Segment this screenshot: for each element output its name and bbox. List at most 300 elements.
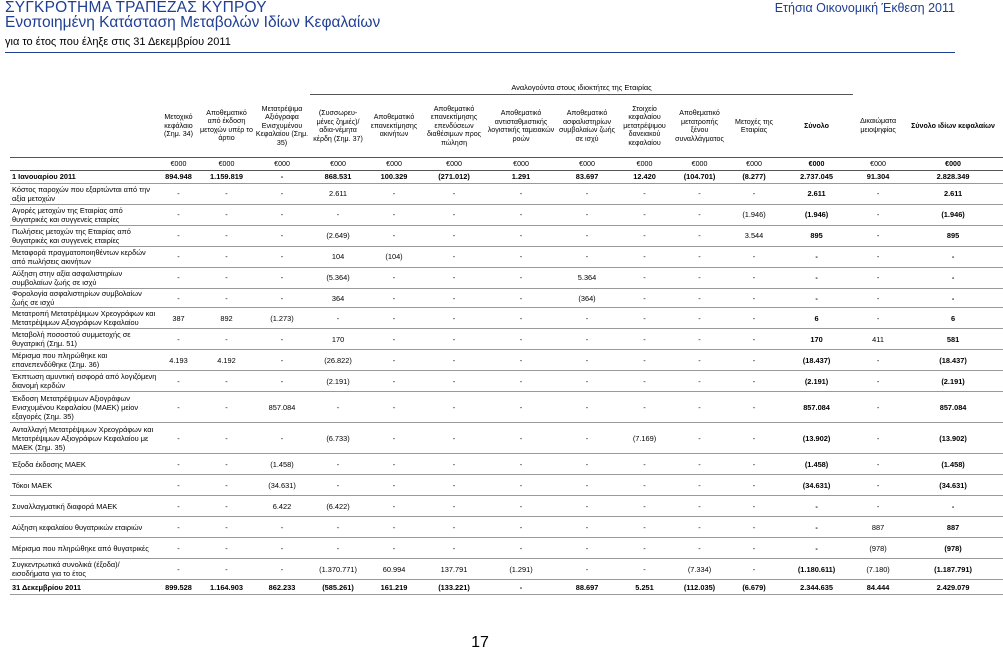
table-row: [10, 496, 1003, 517]
table-cell: 411: [853, 329, 903, 350]
table-cell: -: [556, 247, 618, 268]
table-cell: (6.733): [310, 423, 366, 454]
table-cell: 887: [903, 517, 1003, 538]
table-cell: 2.611: [903, 184, 1003, 205]
column-header: (Συσσωρευ-μένες ζημιές)/αδια-νέμητα κέρδη (Σημ. 37): [310, 95, 366, 158]
table-cell: (34.631): [903, 475, 1003, 496]
table-cell: -: [486, 329, 556, 350]
table-cell: -: [199, 289, 254, 308]
table-cell: -: [671, 496, 728, 517]
table-cell: -: [618, 247, 671, 268]
table-row: [10, 350, 1003, 371]
table-row: [10, 580, 1003, 595]
table-cell: -: [310, 517, 366, 538]
table-cell: -: [618, 205, 671, 226]
table-cell: -: [254, 247, 310, 268]
column-header: Σύνολο: [780, 95, 853, 158]
table-cell: 161.219: [366, 580, 422, 595]
table-cell: (1.370.771): [310, 559, 366, 580]
table-cell: -: [853, 371, 903, 392]
row-label: Συγκεντρωτικά συνολικά (έξοδα)/εισοδήματα για το έτος: [10, 559, 158, 580]
table-cell: -: [254, 350, 310, 371]
table-cell: -: [853, 247, 903, 268]
table-cell: -: [366, 205, 422, 226]
table-cell: 857.084: [903, 392, 1003, 423]
table-cell: -: [254, 329, 310, 350]
table-cell: -: [158, 184, 199, 205]
table-cell: 2.737.045: [780, 171, 853, 184]
table-cell: -: [728, 496, 780, 517]
table-cell: -: [853, 475, 903, 496]
table-cell: 862.233: [254, 580, 310, 595]
table-cell: 4.193: [158, 350, 199, 371]
table-cell: -: [199, 392, 254, 423]
table-cell: -: [556, 205, 618, 226]
header-rule: [5, 52, 955, 53]
table-cell: (6.422): [310, 496, 366, 517]
table-cell: -: [422, 538, 486, 559]
table-cell: -: [618, 308, 671, 329]
table-cell: -: [903, 247, 1003, 268]
table-cell: -: [618, 475, 671, 496]
table-cell: -: [199, 517, 254, 538]
table-cell: (1.946): [903, 205, 1003, 226]
table-cell: -: [366, 392, 422, 423]
table-cell: 887: [853, 517, 903, 538]
table-cell: 104: [310, 247, 366, 268]
table-cell: -: [853, 268, 903, 289]
table-cell: -: [486, 454, 556, 475]
table-cell: -: [618, 496, 671, 517]
table-cell: -: [618, 538, 671, 559]
page-number: 17: [471, 634, 489, 651]
table-cell: 2.611: [310, 184, 366, 205]
row-label: Αγορές μετοχών της Εταιρίας από θυγατρικές και συγγενείς εταιρίες: [10, 205, 158, 226]
table-cell: -: [366, 475, 422, 496]
table-cell: -: [199, 538, 254, 559]
table-cell: -: [158, 475, 199, 496]
table-cell: -: [486, 226, 556, 247]
column-header: Αποθεματικό αντισταθμιστικής λογιστικής ταμειακών ροών: [486, 95, 556, 158]
table-cell: -: [728, 308, 780, 329]
table-cell: -: [158, 559, 199, 580]
column-header: Αποθεματικό από έκδοση μετοχών υπέρ το άρτιο: [199, 95, 254, 158]
table-cell: -: [556, 517, 618, 538]
column-header: Στοιχείο κεφαλαίου μετατρέψιμου δανειακού κεφαλαίου: [618, 95, 671, 158]
table-cell: (1.291): [486, 559, 556, 580]
table-cell: (364): [556, 289, 618, 308]
table-cell: -: [486, 184, 556, 205]
table-cell: -: [199, 475, 254, 496]
table-cell: -: [671, 289, 728, 308]
table-cell: 387: [158, 308, 199, 329]
table-cell: -: [422, 289, 486, 308]
table-cell: 137.791: [422, 559, 486, 580]
table-cell: -: [728, 538, 780, 559]
table-cell: -: [903, 268, 1003, 289]
table-cell: -: [853, 454, 903, 475]
table-cell: 6: [903, 308, 1003, 329]
table-cell: -: [556, 226, 618, 247]
table-cell: -: [422, 350, 486, 371]
table-cell: -: [310, 392, 366, 423]
table-cell: -: [486, 289, 556, 308]
table-cell: -: [422, 423, 486, 454]
table-row: [10, 538, 1003, 559]
table-cell: -: [618, 184, 671, 205]
table-row: [10, 517, 1003, 538]
table-cell: -: [486, 580, 556, 595]
table-cell: -: [853, 392, 903, 423]
table-cell: -: [366, 268, 422, 289]
row-label: Μεταβολή ποσοστού συμμετοχής σε θυγατρική (Σημ. 51): [10, 329, 158, 350]
table-cell: (1.180.611): [780, 559, 853, 580]
table-row: [10, 171, 1003, 184]
company-name: ΣΥΓΚΡΟΤΗΜΑ ΤΡΑΠΕΖΑΣ ΚΥΠΡΟΥ: [5, 0, 267, 16]
table-cell: -: [422, 184, 486, 205]
table-cell: -: [853, 308, 903, 329]
table-cell: -: [486, 350, 556, 371]
table-cell: -: [780, 247, 853, 268]
table-cell: -: [158, 496, 199, 517]
table-cell: (1.187.791): [903, 559, 1003, 580]
table-cell: 364: [310, 289, 366, 308]
table-row: [10, 392, 1003, 423]
table-cell: -: [671, 475, 728, 496]
group-header-spacer: [10, 81, 158, 95]
table-row: [10, 308, 1003, 329]
table-cell: (8.277): [728, 171, 780, 184]
table-cell: -: [366, 308, 422, 329]
table-row: [10, 247, 1003, 268]
table-cell: -: [556, 184, 618, 205]
table-cell: -: [618, 329, 671, 350]
row-label: 1 Ιανουαρίου 2011: [10, 171, 158, 184]
row-label: Έκδοση Μετατρέψιμων Αξιογράφων Ενισχυμένου Κεφαλαίου (ΜΑΕΚ) μείον εξαγορές (Σημ. 35): [10, 392, 158, 423]
column-header: Αποθεματικό επανεκτίμησης ακινήτων: [366, 95, 422, 158]
table-cell: -: [366, 184, 422, 205]
table-row: [10, 475, 1003, 496]
equity-changes-table: [10, 81, 1003, 595]
table-cell: -: [486, 308, 556, 329]
table-cell: 1.164.903: [199, 580, 254, 595]
column-header: Σύνολο ιδίων κεφαλαίων: [903, 95, 1003, 158]
table-cell: (1.458): [780, 454, 853, 475]
table-cell: -: [254, 184, 310, 205]
row-label: 31 Δεκεμβρίου 2011: [10, 580, 158, 595]
table-row: [10, 268, 1003, 289]
table-cell: -: [422, 329, 486, 350]
table-cell: -: [422, 205, 486, 226]
table-cell: -: [728, 350, 780, 371]
table-cell: -: [310, 454, 366, 475]
table-cell: -: [158, 329, 199, 350]
table-cell: -: [366, 423, 422, 454]
table-cell: -: [853, 350, 903, 371]
table-cell: -: [422, 517, 486, 538]
table-cell: -: [618, 517, 671, 538]
row-label: Μετατροπή Μετατρέψιμων Χρεογράφων και Μετατρέψιμων Αξιογράφων Κεφαλαίου: [10, 308, 158, 329]
table-cell: -: [366, 226, 422, 247]
row-label: Τόκοι ΜΑΕΚ: [10, 475, 158, 496]
table-cell: (7.169): [618, 423, 671, 454]
row-label: Κόστος παροχών που εξαρτώνται από την αξία μετοχών: [10, 184, 158, 205]
table-cell: -: [671, 371, 728, 392]
table-cell: -: [780, 268, 853, 289]
table-cell: -: [310, 475, 366, 496]
table-cell: (104.701): [671, 171, 728, 184]
table-cell: 868.531: [310, 171, 366, 184]
table-cell: 892: [199, 308, 254, 329]
table-cell: -: [728, 454, 780, 475]
table-cell: (6.679): [728, 580, 780, 595]
table-cell: -: [671, 268, 728, 289]
table-cell: 2.344.635: [780, 580, 853, 595]
table-row: [10, 205, 1003, 226]
table-cell: -: [199, 226, 254, 247]
table-cell: -: [158, 289, 199, 308]
table-cell: 895: [780, 226, 853, 247]
table-cell: 5.251: [618, 580, 671, 595]
table-cell: (34.631): [780, 475, 853, 496]
table-cell: 91.304: [853, 171, 903, 184]
table-cell: -: [158, 454, 199, 475]
table-cell: -: [671, 226, 728, 247]
table-cell: (2.191): [310, 371, 366, 392]
table-cell: -: [556, 496, 618, 517]
table-cell: (271.012): [422, 171, 486, 184]
table-cell: -: [310, 205, 366, 226]
table-cell: (133.221): [422, 580, 486, 595]
table-cell: -: [199, 496, 254, 517]
table-cell: -: [728, 517, 780, 538]
unit-label: €000: [254, 158, 310, 171]
column-header: Αποθεματικό μετατροπής ξένου συναλλάγματος: [671, 95, 728, 158]
table-cell: -: [199, 423, 254, 454]
table-cell: -: [671, 517, 728, 538]
row-label: Αύξηση κεφαλαίου θυγατρικών εταιριών: [10, 517, 158, 538]
table-row: [10, 423, 1003, 454]
table-cell: -: [556, 308, 618, 329]
group-header: Αναλογούντα στους ιδιοκτήτες της Εταιρίας: [310, 81, 853, 95]
table-cell: -: [486, 205, 556, 226]
table-cell: 6: [780, 308, 853, 329]
row-label: Φορολογία ασφαλιστηρίων συμβολαίων ζωής σε ισχύ: [10, 289, 158, 308]
table-cell: 5.364: [556, 268, 618, 289]
table-cell: 88.697: [556, 580, 618, 595]
unit-label: €000: [310, 158, 366, 171]
table-cell: -: [618, 289, 671, 308]
unit-label: €000: [853, 158, 903, 171]
row-label: Έξοδα έκδοσης ΜΑΕΚ: [10, 454, 158, 475]
table-cell: -: [422, 475, 486, 496]
table-cell: (978): [903, 538, 1003, 559]
table-cell: 894.948: [158, 171, 199, 184]
table-cell: 2.611: [780, 184, 853, 205]
table-cell: -: [486, 496, 556, 517]
table-cell: -: [254, 289, 310, 308]
table-cell: (18.437): [903, 350, 1003, 371]
row-label: Ανταλλαγή Μετατρέψιμων Χρεογράφων και Μετατρέψιμων Αξιογράφων Κεφαλαίου με ΜΑΕΚ (Σημ. 35): [10, 423, 158, 454]
row-label: Μεταφορά πραγματοποιηθέντων κερδών από πωλήσεις ακινήτων: [10, 247, 158, 268]
table-cell: -: [158, 205, 199, 226]
table-cell: -: [728, 475, 780, 496]
table-cell: 170: [310, 329, 366, 350]
table-cell: -: [671, 329, 728, 350]
table-cell: -: [618, 559, 671, 580]
table-row: [10, 559, 1003, 580]
unit-label: €000: [422, 158, 486, 171]
table-cell: -: [254, 268, 310, 289]
table-cell: -: [422, 496, 486, 517]
table-cell: -: [486, 423, 556, 454]
table-cell: -: [671, 454, 728, 475]
table-cell: (2.649): [310, 226, 366, 247]
table-cell: -: [199, 371, 254, 392]
table-cell: -: [728, 184, 780, 205]
table-cell: (18.437): [780, 350, 853, 371]
table-cell: 581: [903, 329, 1003, 350]
table-cell: -: [728, 392, 780, 423]
table-row: [10, 371, 1003, 392]
table-cell: -: [728, 268, 780, 289]
table-cell: -: [853, 205, 903, 226]
row-label: Αύξηση στην αξία ασφαλιστηρίων συμβολαίων ζωής σε ισχύ: [10, 268, 158, 289]
table-cell: -: [556, 538, 618, 559]
table-cell: 83.697: [556, 171, 618, 184]
table-cell: 899.528: [158, 580, 199, 595]
table-cell: -: [780, 517, 853, 538]
unit-label: €000: [780, 158, 853, 171]
row-label: Πωλήσεις μετοχών της Εταιρίας από θυγατρικές και συγγενείς εταιρίες: [10, 226, 158, 247]
table-cell: (5.364): [310, 268, 366, 289]
table-row: [10, 329, 1003, 350]
table-cell: 12.420: [618, 171, 671, 184]
table-cell: -: [486, 268, 556, 289]
table-cell: (2.191): [903, 371, 1003, 392]
table-cell: -: [556, 392, 618, 423]
table-cell: -: [486, 475, 556, 496]
table-cell: -: [618, 371, 671, 392]
table-cell: 4.192: [199, 350, 254, 371]
table-cell: -: [199, 329, 254, 350]
row-label: Μέρισμα που πληρώθηκε και επανεπενδύθηκε (Σημ. 36): [10, 350, 158, 371]
table-cell: 857.084: [254, 392, 310, 423]
table-row: [10, 226, 1003, 247]
table-cell: -: [486, 247, 556, 268]
unit-label: €000: [618, 158, 671, 171]
column-header: Μετατρέψιμα Αξιόγραφα Ενισχυμένου Κεφαλαίου (Σημ. 35): [254, 95, 310, 158]
table-cell: -: [618, 454, 671, 475]
row-label: Έκπτωση αμυντική εισφορά από λογιζόμενη διανομή κερδών: [12, 372, 157, 391]
table-cell: -: [618, 392, 671, 423]
row-label: Μέρισμα που πληρώθηκε από θυγατρικές: [10, 538, 158, 559]
table-cell: 2.828.349: [903, 171, 1003, 184]
table-cell: (1.946): [728, 205, 780, 226]
table-cell: 1.291: [486, 171, 556, 184]
table-cell: (1.946): [780, 205, 853, 226]
column-header: Αποθεματικό ασφαλιστηρίων συμβολαίων ζωής σε ισχύ: [556, 95, 618, 158]
table-cell: -: [366, 538, 422, 559]
table-cell: -: [780, 289, 853, 308]
table-cell: -: [422, 308, 486, 329]
table-cell: -: [486, 392, 556, 423]
table-cell: (112.035): [671, 580, 728, 595]
table-cell: -: [366, 329, 422, 350]
table-cell: (13.902): [903, 423, 1003, 454]
table-cell: -: [158, 423, 199, 454]
table-cell: -: [158, 268, 199, 289]
table-cell: 170: [780, 329, 853, 350]
table-cell: -: [366, 517, 422, 538]
table-cell: -: [728, 371, 780, 392]
table-cell: -: [903, 496, 1003, 517]
unit-label: €000: [486, 158, 556, 171]
table-cell: (104): [366, 247, 422, 268]
table-cell: -: [310, 308, 366, 329]
table-cell: -: [853, 423, 903, 454]
table-cell: -: [199, 184, 254, 205]
table-cell: -: [254, 205, 310, 226]
table-cell: 100.329: [366, 171, 422, 184]
table-cell: -: [853, 496, 903, 517]
table-cell: -: [556, 423, 618, 454]
table-cell: -: [310, 538, 366, 559]
table-cell: -: [728, 423, 780, 454]
table-cell: -: [422, 226, 486, 247]
statement-subtitle: για το έτος που έληξε στις 31 Δεκεμβρίου 2011: [5, 36, 231, 48]
table-cell: 2.429.079: [903, 580, 1003, 595]
table-cell: -: [671, 423, 728, 454]
table-cell: (26.822): [310, 350, 366, 371]
table-cell: -: [671, 392, 728, 423]
unit-label: €000: [671, 158, 728, 171]
table-cell: -: [422, 454, 486, 475]
unit-label: €000: [556, 158, 618, 171]
table-cell: 857.084: [780, 392, 853, 423]
table-cell: -: [199, 559, 254, 580]
unit-label: €000: [199, 158, 254, 171]
table-cell: -: [199, 247, 254, 268]
table-cell: -: [158, 538, 199, 559]
table-cell: 3.544: [728, 226, 780, 247]
table-cell: 6.422: [254, 496, 310, 517]
table-cell: -: [486, 371, 556, 392]
column-header: Δικαιώματα μειοψηφίας: [853, 95, 903, 158]
table-cell: -: [422, 247, 486, 268]
table-cell: -: [671, 308, 728, 329]
table-cell: -: [780, 538, 853, 559]
table-cell: -: [422, 392, 486, 423]
column-header: Αποθεματικό επανεκτίμησης επενδύσεων διαθέσιμων προς πώληση: [422, 95, 486, 158]
table-row: [10, 184, 1003, 205]
table-cell: -: [671, 350, 728, 371]
table-cell: -: [618, 268, 671, 289]
table-cell: -: [728, 289, 780, 308]
table-cell: -: [618, 350, 671, 371]
table-cell: 60.994: [366, 559, 422, 580]
table-cell: -: [780, 496, 853, 517]
table-cell: (1.458): [254, 454, 310, 475]
table-cell: -: [254, 559, 310, 580]
table-row: [10, 454, 1003, 475]
table-cell: -: [728, 329, 780, 350]
table-cell: -: [556, 559, 618, 580]
table-cell: -: [486, 538, 556, 559]
unit-label: €000: [728, 158, 780, 171]
table-cell: -: [158, 517, 199, 538]
table-cell: 895: [903, 226, 1003, 247]
